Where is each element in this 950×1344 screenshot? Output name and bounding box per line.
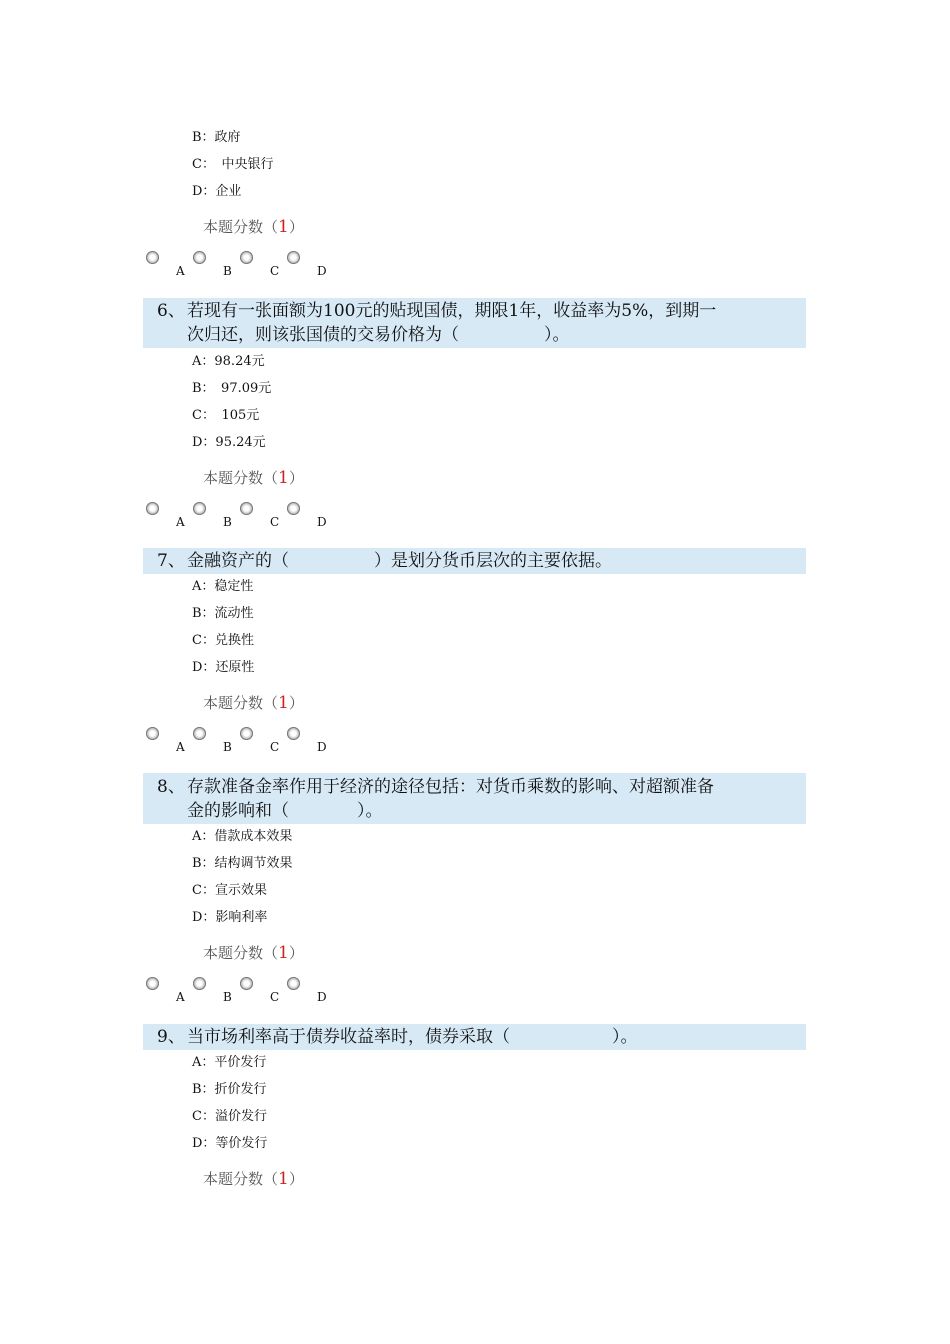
q5-score bbox=[203, 218, 304, 236]
radio-circle-icon[interactable] bbox=[287, 727, 300, 740]
q7-radio-d[interactable] bbox=[287, 727, 327, 761]
q6-radio-d[interactable] bbox=[287, 502, 327, 536]
radio-circle-icon[interactable] bbox=[240, 727, 253, 740]
score-prefix: 本题分数（ bbox=[203, 694, 279, 712]
radio-circle-icon[interactable] bbox=[193, 502, 206, 515]
radio-circle-icon[interactable] bbox=[146, 727, 159, 740]
q5-radio-d[interactable] bbox=[287, 251, 327, 285]
q8-score bbox=[203, 944, 304, 962]
radio-label: A bbox=[176, 264, 185, 278]
radio-label: B bbox=[223, 515, 232, 529]
q9-number: 9、 bbox=[157, 1027, 185, 1047]
q8-radio-c[interactable] bbox=[240, 977, 280, 1011]
q7-option-c: C：兑换性 bbox=[192, 633, 254, 648]
q5-option-d: D：企业 bbox=[192, 184, 242, 199]
q8-option-d: D：影响利率 bbox=[192, 910, 268, 925]
radio-label: B bbox=[223, 740, 232, 754]
q9-option-c: C：溢价发行 bbox=[192, 1109, 267, 1124]
score-suffix: ） bbox=[288, 469, 304, 487]
q6-radio-a[interactable] bbox=[146, 502, 185, 536]
radio-label: D bbox=[317, 740, 327, 754]
radio-label: B bbox=[223, 264, 232, 278]
q9-option-a: A：平价发行 bbox=[192, 1055, 267, 1070]
q7-text-line1: 金融资产的（ ）是划分货币层次的主要依据。 bbox=[187, 551, 612, 571]
q7-radio-c[interactable] bbox=[240, 727, 280, 761]
radio-label: A bbox=[176, 515, 185, 529]
q6-answer-radio-group bbox=[146, 502, 346, 536]
q7-option-a: A：稳定性 bbox=[192, 579, 254, 594]
q8-number: 8、 bbox=[157, 777, 185, 797]
q8-answer-radio-group bbox=[146, 977, 346, 1011]
q5-radio-a[interactable] bbox=[146, 251, 185, 285]
score-suffix: ） bbox=[288, 218, 304, 236]
q6-option-b: B： 97.09元 bbox=[192, 381, 272, 396]
radio-circle-icon[interactable] bbox=[146, 977, 159, 990]
q9-text-line1: 当市场利率高于债券收益率时，债券采取（ ）。 bbox=[187, 1027, 638, 1047]
q5-radio-b[interactable] bbox=[193, 251, 232, 285]
q8-text-line2: 金的影响和（ ）。 bbox=[187, 801, 383, 821]
radio-circle-icon[interactable] bbox=[287, 251, 300, 264]
q5-answer-radio-group bbox=[146, 251, 346, 285]
score-suffix: ） bbox=[288, 694, 304, 712]
q6-radio-b[interactable] bbox=[193, 502, 232, 536]
radio-label: C bbox=[270, 740, 280, 754]
score-prefix: 本题分数（ bbox=[203, 944, 279, 962]
radio-circle-icon[interactable] bbox=[193, 251, 206, 264]
radio-label: D bbox=[317, 990, 327, 1004]
q9-option-d: D：等价发行 bbox=[192, 1136, 268, 1151]
radio-label: B bbox=[223, 990, 232, 1004]
radio-circle-icon[interactable] bbox=[146, 502, 159, 515]
q8-radio-b[interactable] bbox=[193, 977, 232, 1011]
q5-option-c: C： 中央银行 bbox=[192, 157, 274, 172]
q7-score bbox=[203, 694, 304, 712]
q8-radio-d[interactable] bbox=[287, 977, 327, 1011]
q7-radio-b[interactable] bbox=[193, 727, 232, 761]
score-suffix: ） bbox=[288, 1170, 304, 1188]
score-value: 1 bbox=[278, 693, 289, 713]
score-value: 1 bbox=[278, 1169, 289, 1189]
q5-radio-c[interactable] bbox=[240, 251, 280, 285]
q8-radio-a[interactable] bbox=[146, 977, 185, 1011]
q8-option-a: A：借款成本效果 bbox=[192, 829, 293, 844]
q7-question-text bbox=[157, 549, 797, 573]
q7-radio-a[interactable] bbox=[146, 727, 185, 761]
q6-question-text bbox=[157, 299, 797, 347]
q6-option-d: D：95.24元 bbox=[192, 435, 266, 450]
radio-circle-icon[interactable] bbox=[240, 502, 253, 515]
radio-label: D bbox=[317, 264, 327, 278]
q6-number: 6、 bbox=[157, 301, 185, 321]
q7-option-d: D：还原性 bbox=[192, 660, 255, 675]
score-suffix: ） bbox=[288, 944, 304, 962]
q6-score bbox=[203, 469, 304, 487]
radio-label: C bbox=[270, 264, 280, 278]
radio-circle-icon[interactable] bbox=[240, 251, 253, 264]
radio-label: A bbox=[176, 990, 185, 1004]
q9-question-text bbox=[157, 1025, 797, 1049]
q8-option-b: B：结构调节效果 bbox=[192, 856, 293, 871]
q6-option-a: A：98.24元 bbox=[192, 354, 265, 369]
q6-option-c: C： 105元 bbox=[192, 408, 260, 423]
radio-circle-icon[interactable] bbox=[193, 727, 206, 740]
radio-label: C bbox=[270, 515, 280, 529]
radio-circle-icon[interactable] bbox=[240, 977, 253, 990]
q8-question-text bbox=[157, 775, 797, 823]
q6-radio-c[interactable] bbox=[240, 502, 280, 536]
radio-label: C bbox=[270, 990, 280, 1004]
score-prefix: 本题分数（ bbox=[203, 469, 279, 487]
q9-score bbox=[203, 1170, 304, 1188]
radio-circle-icon[interactable] bbox=[193, 977, 206, 990]
radio-circle-icon[interactable] bbox=[287, 502, 300, 515]
q6-text-line1: 若现有一张面额为100元的贴现国债，期限1年，收益率为5%，到期一 bbox=[187, 301, 717, 321]
radio-circle-icon[interactable] bbox=[287, 977, 300, 990]
q9-option-b: B：折价发行 bbox=[192, 1082, 267, 1097]
radio-circle-icon[interactable] bbox=[146, 251, 159, 264]
q5-option-b: B：政府 bbox=[192, 130, 241, 145]
q6-text-line2: 次归还，则该张国债的交易价格为（ ）。 bbox=[187, 325, 570, 345]
radio-label: A bbox=[176, 740, 185, 754]
score-value: 1 bbox=[278, 943, 289, 963]
q7-answer-radio-group bbox=[146, 727, 346, 761]
score-prefix: 本题分数（ bbox=[203, 1170, 279, 1188]
score-value: 1 bbox=[278, 468, 289, 488]
score-value: 1 bbox=[278, 217, 289, 237]
score-prefix: 本题分数（ bbox=[203, 218, 279, 236]
q8-text-line1: 存款准备金率作用于经济的途径包括：对货币乘数的影响、对超额准备 bbox=[187, 777, 714, 797]
q8-option-c: C：宣示效果 bbox=[192, 883, 267, 898]
q7-number: 7、 bbox=[157, 551, 185, 571]
radio-label: D bbox=[317, 515, 327, 529]
q7-option-b: B：流动性 bbox=[192, 606, 254, 621]
